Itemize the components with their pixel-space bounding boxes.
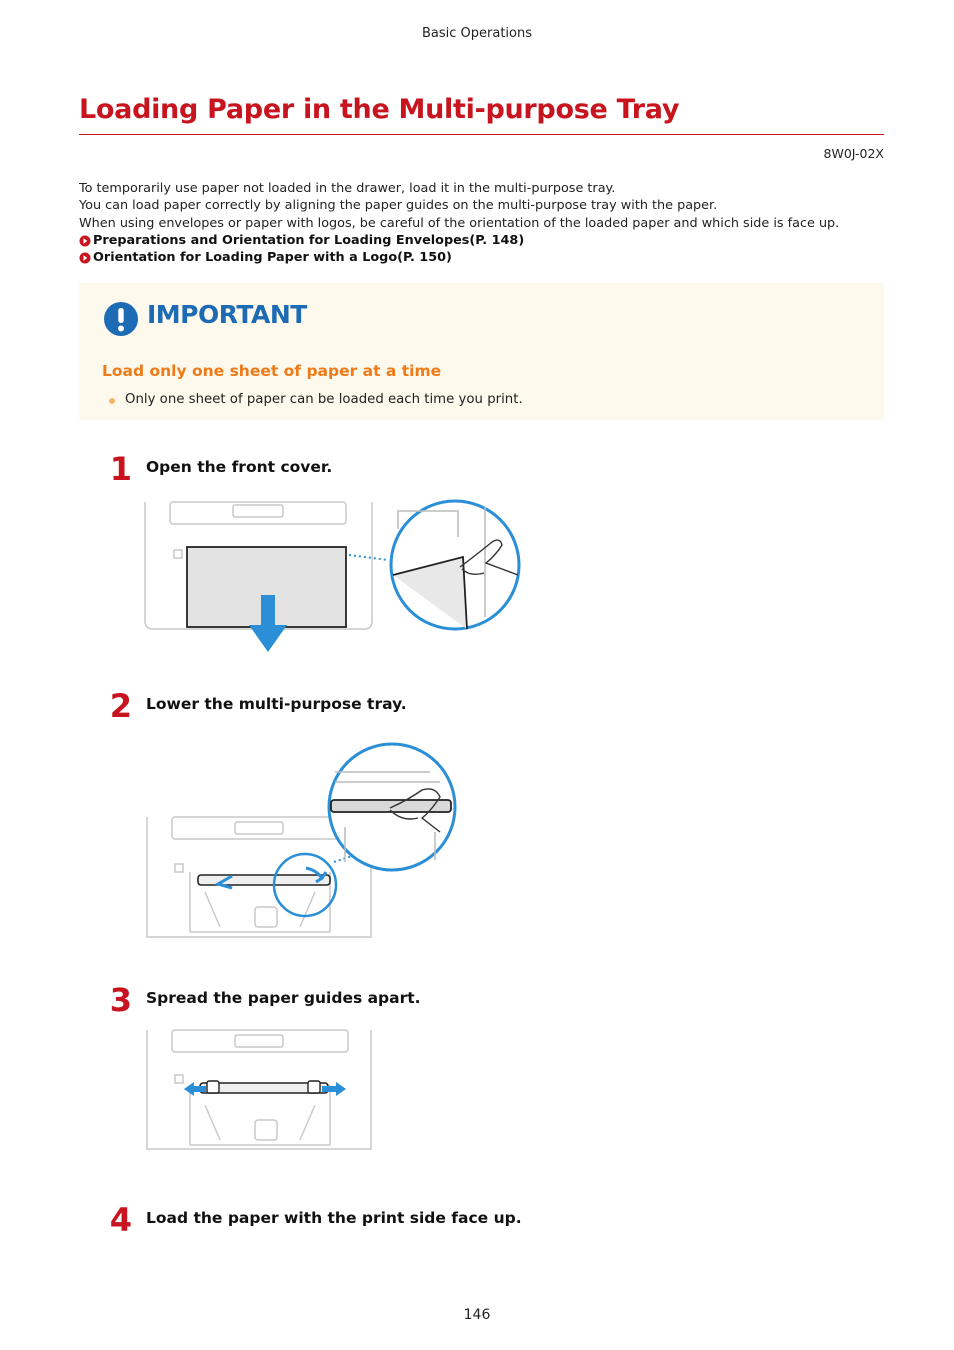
title-underline	[79, 134, 884, 135]
intro-line-3: When using envelopes or paper with logos, be careful of the orientation of the loaded paper and which side is face up.	[79, 215, 840, 231]
document-id: 8W0J-02X	[823, 146, 884, 161]
step-2-illustration	[140, 742, 460, 952]
intro-section	[79, 180, 899, 266]
important-bullet-text: Only one sheet of paper can be loaded each time you print.	[125, 392, 523, 407]
important-label: IMPORTANT	[147, 300, 307, 329]
step-2-number: 2	[109, 687, 132, 725]
step-2-text: Lower the multi-purpose tray.	[146, 695, 407, 713]
step-4-number: 4	[109, 1201, 132, 1239]
link-logo-paper[interactable]	[79, 249, 899, 266]
link-arrow-icon	[79, 252, 91, 264]
page-number: 146	[463, 1307, 491, 1323]
bullet-dot-icon	[109, 398, 115, 404]
step-3-illustration	[140, 1025, 370, 1160]
link-envelopes[interactable]	[79, 232, 899, 249]
link-logo-paper-label[interactable]: Orientation for Loading Paper with a Logo(P. 150)	[93, 250, 452, 266]
intro-line-1: To temporarily use paper not loaded in the drawer, load it in the multi-purpose tray.	[79, 181, 616, 196]
running-header: Basic Operations	[421, 26, 533, 41]
important-exclamation-icon	[103, 301, 139, 337]
link-arrow-icon	[79, 235, 91, 247]
link-envelopes-label[interactable]: Preparations and Orientation for Loading Envelopes(P. 148)	[93, 232, 525, 248]
important-subheading: Load only one sheet of paper at a time	[102, 362, 442, 380]
step-4-text: Load the paper with the print side face up.	[146, 1209, 522, 1227]
page-title: Loading Paper in the Multi-purpose Tray	[79, 94, 680, 125]
step-1-number: 1	[109, 450, 132, 488]
step-3-number: 3	[109, 981, 132, 1019]
intro-line-2: You can load paper correctly by aligning the paper guides on the multi-purpose tray with the paper.	[79, 198, 718, 214]
step-3-text: Spread the paper guides apart.	[146, 989, 421, 1007]
step-1-text: Open the front cover.	[146, 458, 333, 476]
step-1-illustration	[140, 497, 525, 657]
